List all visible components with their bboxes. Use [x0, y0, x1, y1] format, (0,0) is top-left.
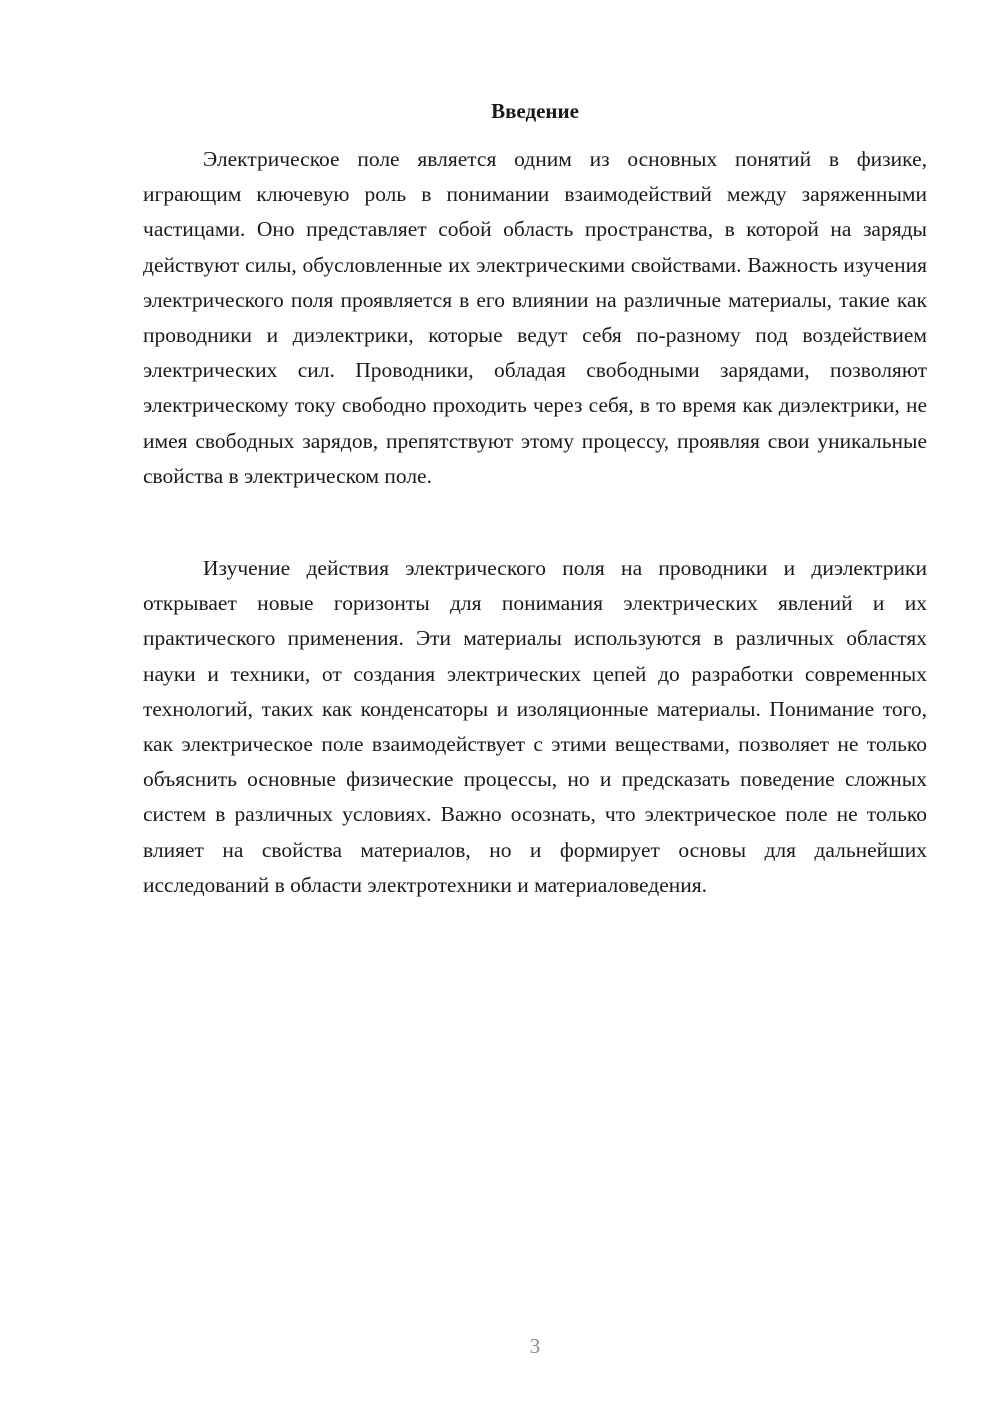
page-number: 3	[529, 1334, 541, 1358]
section-heading: Введение	[491, 99, 579, 123]
paragraph-2: Изучение действия электрического поля на проводники и диэлектрики открывает новые горизонты для понимания электрических явлений и их практического применения. Эти материалы используются в различных областях науки и техники, от создания электрических цепей до разработки современных технологий, таких как конденсаторы и изоляционные материалы. Понимание того, как электрическое поле взаимодействует с этими веществами, позволяет не только объяснить основные физические процессы, но и предсказать поведение сложных систем в различных условиях. Важно осознать, что электрическое поле не только влияет на свойства материалов, но и формирует основы для дальнейших исследований в области электротехники и материаловедения.	[143, 556, 927, 897]
paragraph-1: Электрическое поле является одним из основных понятий в физике, играющим ключевую роль в понимании взаимодействий между заряженными частицами. Оно представляет собой область пространства, в которой на заряды действуют силы, обусловленные их электрическими свойствами. Важность изучения электрического поля проявляется в его влиянии на различные материалы, такие как проводники и диэлектрики, которые ведут себя по-разному под воздействием электрических сил. Проводники, обладая свободными зарядами, позволяют электрическому току свободно проходить через себя, в то время как диэлектрики, не имея свободных зарядов, препятствуют этому процессу, проявляя свои уникальные свойства в электрическом поле.	[143, 147, 927, 488]
